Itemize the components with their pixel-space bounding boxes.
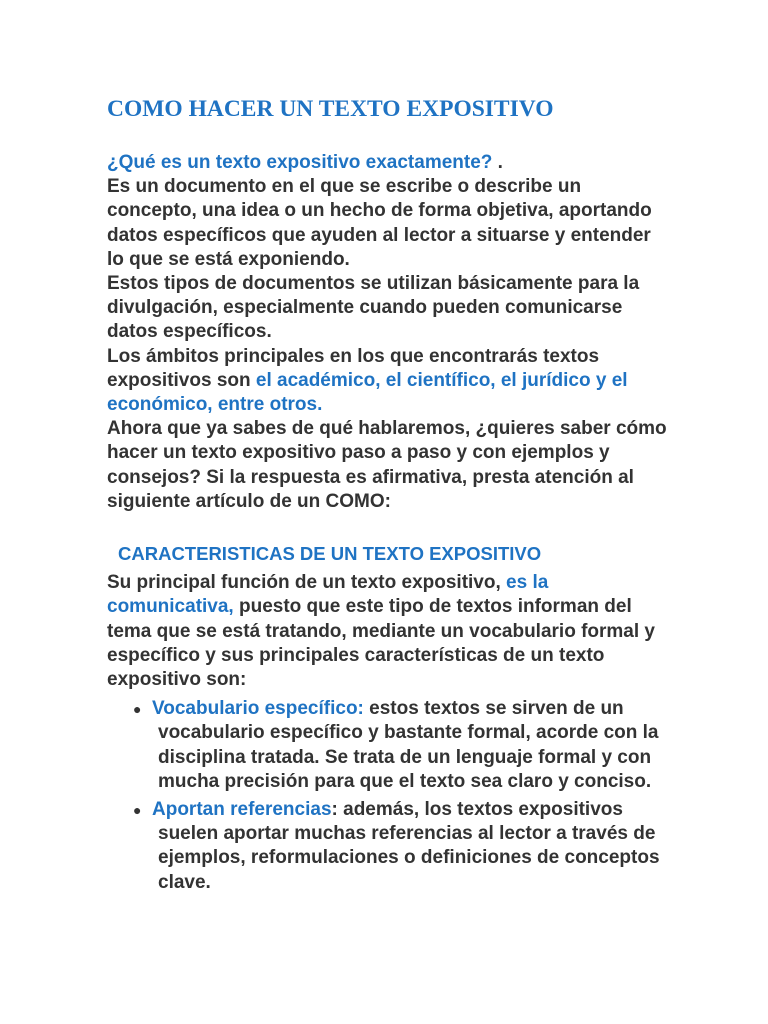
intro-paragraph-next: Ahora que ya sabes de qué hablaremos, ¿quieres saber cómo hacer un texto expositivo paso a paso y con ejemplos y consejos? Si la respuesta es afirmativa, presta atención al siguiente artículo de un COMO: bbox=[107, 418, 667, 512]
characteristics-list bbox=[107, 697, 667, 895]
list-item-term: Vocabulario específico: bbox=[152, 698, 364, 720]
characteristics-text-after: puesto que este tipo de textos informan del tema que se está tratando, mediante un vocabulario formal y específico y sus principales características de un texto expositivo son: bbox=[107, 596, 655, 691]
intro-paragraph-definition: Es un documento en el que se escribe o describe un concepto, una idea o un hecho de forma objetiva, aportando datos específicos que ayuden al lector a situarse y entender lo que se está exponiendo. bbox=[107, 176, 652, 270]
bullet-icon: ● bbox=[133, 802, 142, 819]
intro-paragraph-areas bbox=[107, 345, 667, 418]
characteristics-text-before: Su principal función de un texto expositivo, bbox=[107, 572, 507, 594]
list-item-text: estos textos se sirven de un vocabulario específico y bastante formal, acorde con la disciplina tratada. Se trata de un lenguaje formal y con mucha precisión para que el texto sea claro y conciso. bbox=[158, 698, 659, 792]
intro-areas-highlight: el académico, el científico, el jurídico y el económico, entre otros. bbox=[107, 369, 628, 416]
list-item bbox=[107, 697, 667, 794]
list-item bbox=[107, 798, 667, 895]
bullet-icon: ● bbox=[133, 701, 142, 718]
document-page bbox=[107, 95, 667, 895]
characteristics-paragraph bbox=[107, 571, 667, 692]
characteristics-heading: CARACTERISTICAS DE UN TEXTO EXPOSITIVO bbox=[118, 543, 542, 565]
intro-paragraph-usage: Estos tipos de documentos se utilizan básicamente para la divulgación, especialmente cuando pueden comunicarse datos específicos. bbox=[107, 273, 640, 343]
list-item-text: : además, los textos expositivos suelen aportar muchas referencias al lector a través de ejemplos, reformulaciones o definiciones de conceptos clave. bbox=[158, 799, 660, 893]
intro-question-suffix: . bbox=[492, 152, 503, 173]
document-title: COMO HACER UN TEXTO EXPOSITIVO bbox=[107, 96, 554, 122]
intro-question: ¿Qué es un texto expositivo exactamente? bbox=[107, 152, 493, 173]
intro-question-line bbox=[107, 151, 667, 175]
list-item-term: Aportan referencias bbox=[152, 799, 332, 821]
intro-areas-text: Los ámbitos principales en los que encontrarás textos expositivos son bbox=[107, 345, 600, 391]
characteristics-highlight: es la comunicativa, bbox=[107, 572, 549, 618]
